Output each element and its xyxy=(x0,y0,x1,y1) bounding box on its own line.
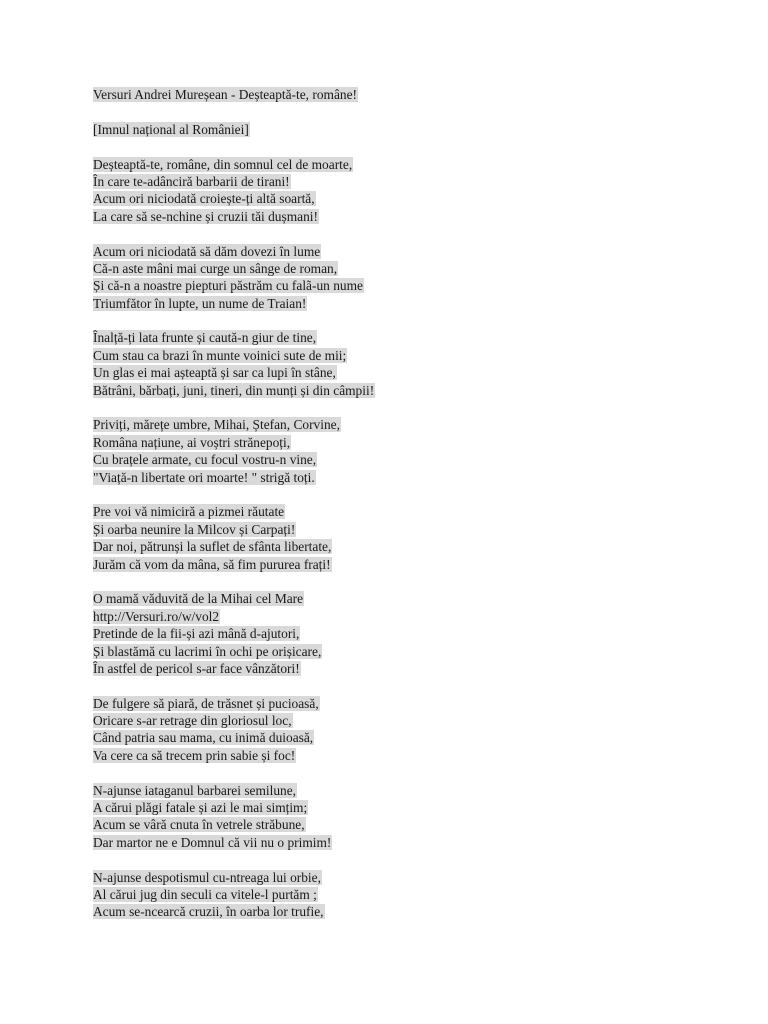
verse-line[interactable]: "Viață-n libertate ori moarte! " strigă toți. xyxy=(93,469,315,485)
verse-line[interactable]: Pre voi vă nimiciră a pizmei răutate xyxy=(93,504,285,520)
verse-line[interactable]: Și blastămă cu lacrimi în ochi pe orișicare, xyxy=(93,643,322,659)
stanza-9 xyxy=(93,869,693,921)
verse-line[interactable]: Dar martor ne e Domnul că vii nu o primim! xyxy=(93,834,332,850)
verse-line[interactable]: De fulgere să piară, de trăsnet și pucioasă, xyxy=(93,695,319,711)
verse-line[interactable]: N-ajunse iataganul barbarei semilune, xyxy=(93,782,297,798)
verse-line[interactable]: Oricare s-ar retrage din gloriosul loc, xyxy=(93,713,292,729)
stanza-7 xyxy=(93,695,693,765)
verse-line[interactable]: Cu brațele armate, cu focul vostru-n vine, xyxy=(93,452,317,468)
stanza-3 xyxy=(93,329,693,399)
verse-line[interactable]: N-ajunse despotismul cu-ntreaga lui orbie, xyxy=(93,869,321,885)
verse-line[interactable]: Pretinde de la fii-și azi mână d-ajutori, xyxy=(93,626,300,642)
verse-line[interactable]: Bătrâni, bărbați, juni, tineri, din munți și din câmpii! xyxy=(93,382,375,398)
verse-line[interactable]: Și oarba neunire la Milcov și Carpați! xyxy=(93,521,296,537)
document-title-para xyxy=(93,86,693,103)
stanza-8 xyxy=(93,782,693,852)
stanza-5 xyxy=(93,503,693,573)
verse-line[interactable]: În astfel de pericol s-ar face vânzători! xyxy=(93,660,300,676)
lyrics-text-block xyxy=(93,86,693,938)
document-subtitle-para xyxy=(93,121,693,138)
verse-line[interactable]: Cum stau ca brazi în munte voinici sute de mii; xyxy=(93,347,347,363)
document-subtitle[interactable]: [Imnul național al României] xyxy=(93,121,249,137)
source-url-link[interactable]: http://Versuri.ro/w/vol2 xyxy=(93,608,220,624)
stanza-4 xyxy=(93,416,693,486)
verse-line[interactable]: Acum ori niciodată croiește-ți altă soartă, xyxy=(93,191,315,207)
verse-line[interactable]: Acum se-ncearcă cruzii, în oarba lor trufie, xyxy=(93,904,324,920)
verse-line[interactable]: Acum ori niciodată să dăm dovezi în lume xyxy=(93,243,321,259)
verse-line[interactable]: La care să se-nchine și cruzii tăi dușmani! xyxy=(93,208,318,224)
verse-line[interactable]: Al cărui jug din seculi ca vitele-l purtăm ; xyxy=(93,886,317,902)
verse-line[interactable]: Acum se vâră cnuta în vetrele străbune, xyxy=(93,817,305,833)
document-title[interactable]: Versuri Andrei Mureșean - Deșteaptă-te, române! xyxy=(93,87,357,102)
stanza-1 xyxy=(93,156,693,226)
verse-line[interactable]: Când patria sau mama, cu inimă duioasă, xyxy=(93,730,314,746)
verse-line[interactable]: Priviți, mărețe umbre, Mihai, Ștefan, Corvine, xyxy=(93,417,340,433)
verse-line[interactable]: Dar noi, pătrunși la suflet de sfânta libertate, xyxy=(93,539,332,555)
verse-line[interactable]: Româna națiune, ai voștri strănepoți, xyxy=(93,434,291,450)
verse-line[interactable]: Un glas ei mai așteaptă și sar ca lupi în stâne, xyxy=(93,365,336,381)
verse-line[interactable]: În care te-adânciră barbarii de tirani! xyxy=(93,173,290,189)
verse-line[interactable]: Și că-n a noastre piepturi păstrăm cu falã-un nume xyxy=(93,278,363,294)
verse-line[interactable]: A cărui plăgi fatale și azi le mai simțim; xyxy=(93,800,308,816)
verse-line[interactable]: Înalță-ți lata frunte și caută-n giur de tine, xyxy=(93,330,317,346)
verse-line[interactable]: Jurăm că vom da mâna, să fim pururea frați! xyxy=(93,556,331,572)
verse-line[interactable]: Va cere ca să trecem prin sabie și foc! xyxy=(93,747,296,763)
stanza-6 xyxy=(93,590,693,677)
verse-line[interactable]: Triumfător în lupte, un nume de Traian! xyxy=(93,295,307,311)
stanza-2 xyxy=(93,243,693,313)
verse-line[interactable]: Că-n aste mâni mai curge un sânge de roman, xyxy=(93,260,338,276)
verse-line[interactable]: O mamă văduvită de la Mihai cel Mare xyxy=(93,591,304,607)
verse-line[interactable]: Deșteaptă-te, române, din somnul cel de moarte, xyxy=(93,156,353,172)
